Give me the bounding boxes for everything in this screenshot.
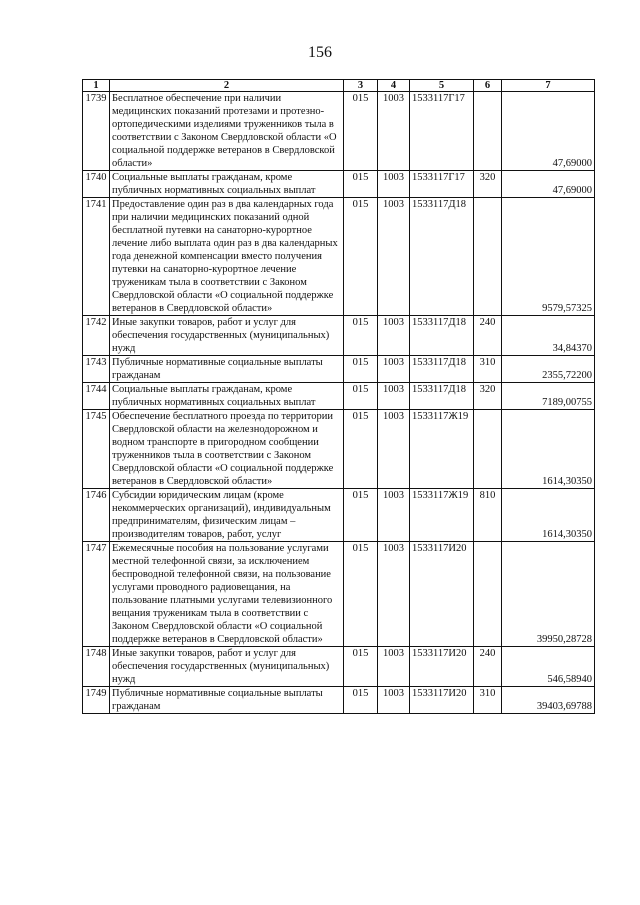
row-col6 — [474, 198, 502, 316]
row-col3: 015 — [344, 687, 378, 714]
column-header: 6 — [474, 80, 502, 92]
row-col6: 310 — [474, 356, 502, 383]
column-header: 5 — [410, 80, 474, 92]
row-number: 1742 — [83, 316, 110, 356]
table-row — [83, 383, 595, 410]
row-name: Иные закупки товаров, работ и услуг для обеспечения государственных (муниципальных) нужд — [110, 316, 344, 356]
row-col6 — [474, 410, 502, 489]
row-col5: 1533117И20 — [410, 647, 474, 687]
row-col4: 1003 — [378, 92, 410, 171]
row-col6: 310 — [474, 687, 502, 714]
row-col5: 1533117Д18 — [410, 383, 474, 410]
row-name: Обеспечение бесплатного проезда по территории Свердловской области на железнодорожном и водном транспорте в пригородном сообщении труженников тыла в соответствии с Законом Свердловской области «О социальной поддержке ветеранов в Свердловской области» — [110, 410, 344, 489]
row-col6: 320 — [474, 383, 502, 410]
row-name: Предоставление один раз в два календарных года при наличии медицинских показаний одной бесплатной путевки на санаторно-курортное лечение либо выплата один раз в два календарных года денежной компенсации вместо получения путевки на санаторно-курортное лечение труженикам тыла в соответствии с Законом Свердловской области «О социальной поддержке ветеранов в Свердловской области» — [110, 198, 344, 316]
row-col3: 015 — [344, 647, 378, 687]
row-col5: 1533117Г17 — [410, 92, 474, 171]
row-number: 1745 — [83, 410, 110, 489]
budget-table — [82, 79, 595, 714]
row-name: Иные закупки товаров, работ и услуг для обеспечения государственных (муниципальных) нужд — [110, 647, 344, 687]
row-number: 1748 — [83, 647, 110, 687]
row-col4: 1003 — [378, 647, 410, 687]
row-name: Бесплатное обеспечение при наличии медицинских показаний протезами и протезно-ортопедическими изделиями труженников тыла в соответствии с Законом Свердловской области «О социальной поддержке ветеранов в Свердловской области» — [110, 92, 344, 171]
row-col5: 1533117Ж19 — [410, 410, 474, 489]
table-row — [83, 198, 595, 316]
row-col6: 240 — [474, 647, 502, 687]
row-col3: 015 — [344, 383, 378, 410]
row-col3: 015 — [344, 92, 378, 171]
row-number: 1743 — [83, 356, 110, 383]
row-number: 1739 — [83, 92, 110, 171]
table-row — [83, 171, 595, 198]
table-row — [83, 542, 595, 647]
column-header: 3 — [344, 80, 378, 92]
table-row — [83, 356, 595, 383]
row-col4: 1003 — [378, 383, 410, 410]
row-col4: 1003 — [378, 316, 410, 356]
row-col6 — [474, 542, 502, 647]
row-col3: 015 — [344, 356, 378, 383]
row-col5: 1533117Д18 — [410, 198, 474, 316]
row-number: 1744 — [83, 383, 110, 410]
row-value: 9579,57325 — [502, 198, 595, 316]
row-col5: 1533117Д18 — [410, 316, 474, 356]
row-name: Ежемесячные пособия на пользование услугами местной телефонной связи, за исключением беспроводной телефонной связи, на пользование услугами проводного радиовещания, на пользование платными услугами телевизионного вещания труженикам тыла в соответствии с Законом Свердловской области «О социальной поддержке ветеранов в Свердловской области» — [110, 542, 344, 647]
row-value: 7189,00755 — [502, 383, 595, 410]
row-number: 1746 — [83, 489, 110, 542]
row-number: 1740 — [83, 171, 110, 198]
row-col3: 015 — [344, 410, 378, 489]
row-col5: 1533117Д18 — [410, 356, 474, 383]
row-col3: 015 — [344, 489, 378, 542]
row-value: 39403,69788 — [502, 687, 595, 714]
row-col4: 1003 — [378, 198, 410, 316]
table-row — [83, 92, 595, 171]
column-header: 7 — [502, 80, 595, 92]
table-row — [83, 647, 595, 687]
row-col4: 1003 — [378, 410, 410, 489]
row-value: 39950,28728 — [502, 542, 595, 647]
row-col5: 1533117Г17 — [410, 171, 474, 198]
row-col4: 1003 — [378, 542, 410, 647]
header-row — [83, 80, 595, 92]
row-name: Социальные выплаты гражданам, кроме публичных нормативных социальных выплат — [110, 171, 344, 198]
row-name: Субсидии юридическим лицам (кроме некоммерческих организаций), индивидуальным предпринимателям, физическим лицам – производителям товаров, работ, услуг — [110, 489, 344, 542]
table-row — [83, 316, 595, 356]
row-col6 — [474, 92, 502, 171]
row-col3: 015 — [344, 542, 378, 647]
row-col4: 1003 — [378, 489, 410, 542]
row-value: 47,69000 — [502, 171, 595, 198]
table-row — [83, 687, 595, 714]
row-col3: 015 — [344, 316, 378, 356]
row-value: 47,69000 — [502, 92, 595, 171]
row-col5: 1533117И20 — [410, 542, 474, 647]
row-col6: 320 — [474, 171, 502, 198]
column-header: 4 — [378, 80, 410, 92]
row-col4: 1003 — [378, 687, 410, 714]
table-row — [83, 410, 595, 489]
row-name: Публичные нормативные социальные выплаты гражданам — [110, 687, 344, 714]
row-col3: 015 — [344, 171, 378, 198]
column-header: 2 — [110, 80, 344, 92]
row-col4: 1003 — [378, 356, 410, 383]
row-value: 34,84370 — [502, 316, 595, 356]
row-col6: 810 — [474, 489, 502, 542]
row-value: 1614,30350 — [502, 410, 595, 489]
row-col6: 240 — [474, 316, 502, 356]
row-value: 1614,30350 — [502, 489, 595, 542]
row-col5: 1533117Ж19 — [410, 489, 474, 542]
row-value: 546,58940 — [502, 647, 595, 687]
row-col3: 015 — [344, 198, 378, 316]
row-name: Социальные выплаты гражданам, кроме публичных нормативных социальных выплат — [110, 383, 344, 410]
row-value: 2355,72200 — [502, 356, 595, 383]
row-number: 1749 — [83, 687, 110, 714]
table-row — [83, 489, 595, 542]
page-number: 156 — [308, 44, 332, 61]
row-number: 1741 — [83, 198, 110, 316]
row-name: Публичные нормативные социальные выплаты гражданам — [110, 356, 344, 383]
row-col5: 1533117И20 — [410, 687, 474, 714]
row-col4: 1003 — [378, 171, 410, 198]
row-number: 1747 — [83, 542, 110, 647]
column-header: 1 — [83, 80, 110, 92]
